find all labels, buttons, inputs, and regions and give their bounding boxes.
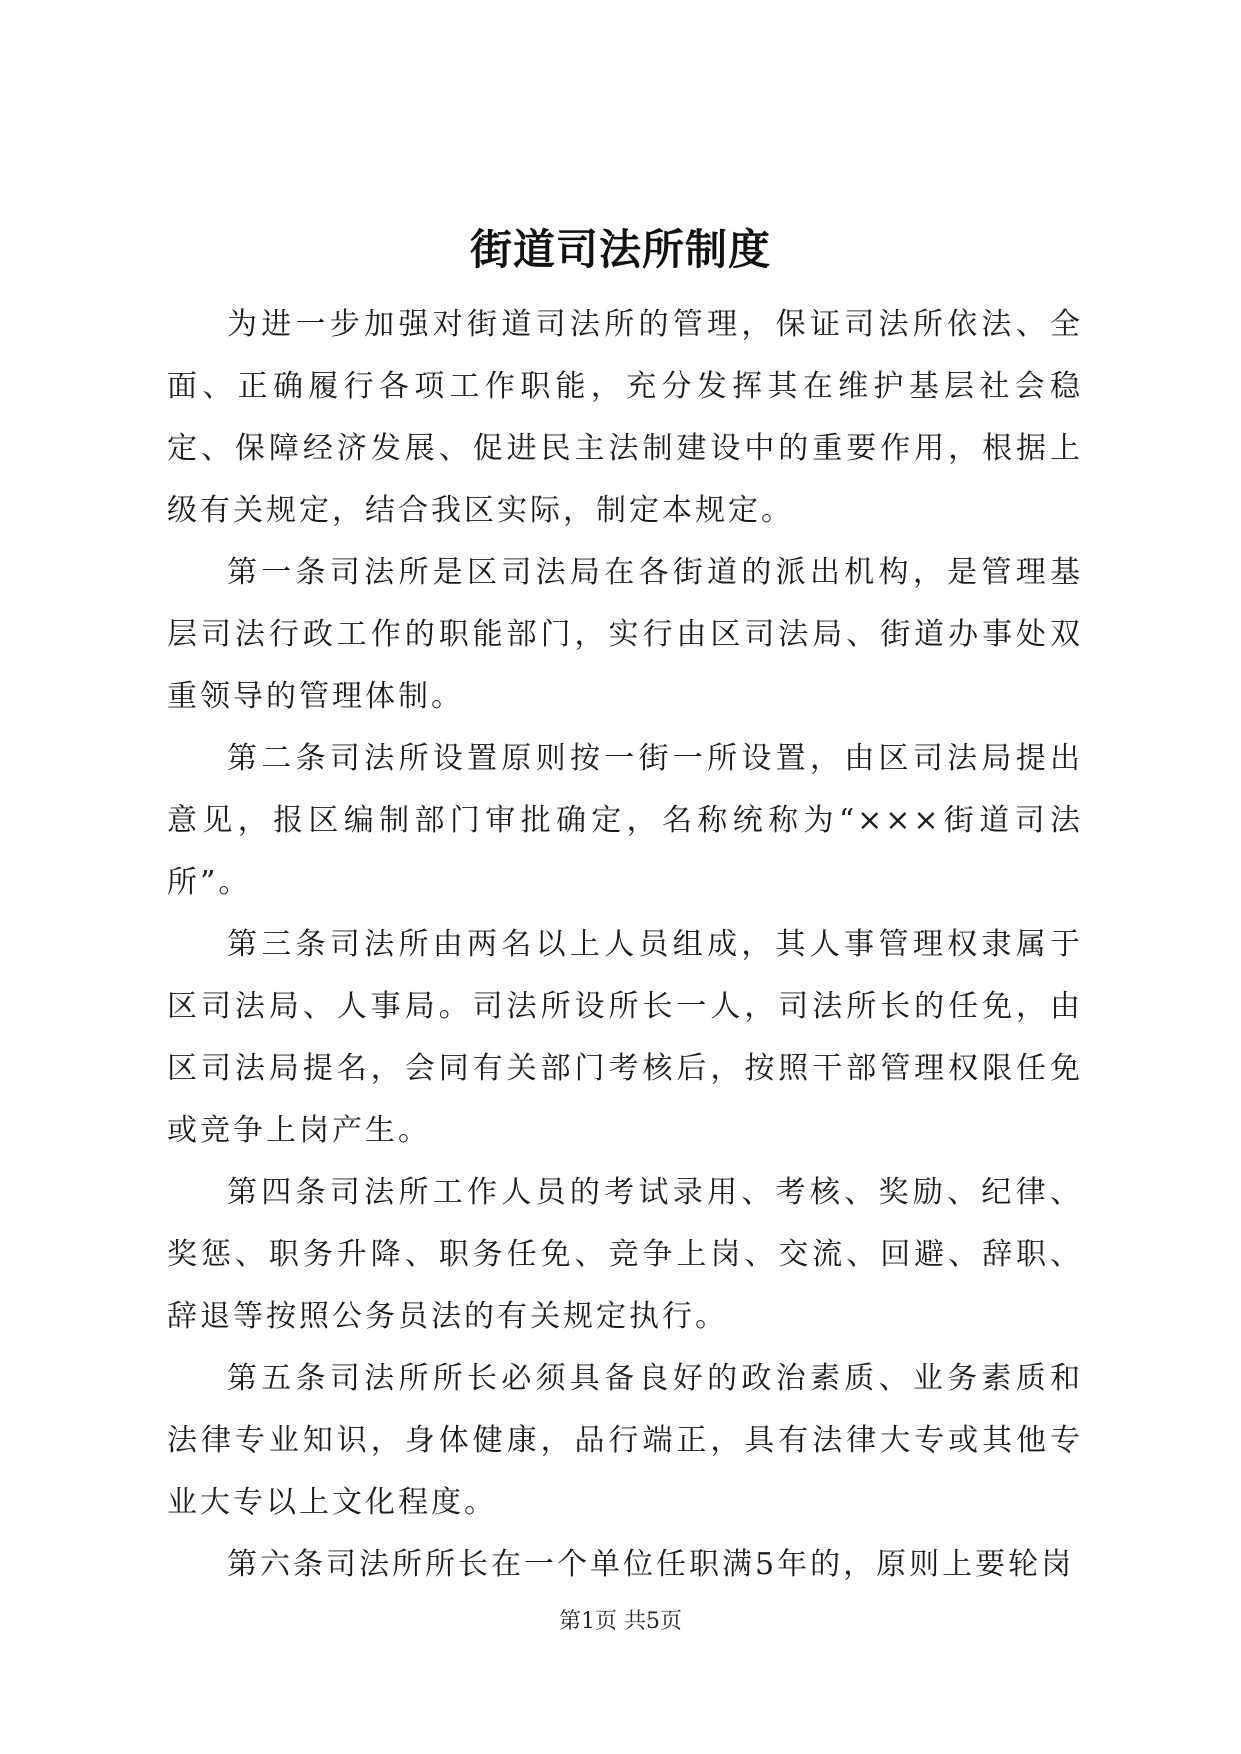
paragraph-article-2: 第二条司法所设置原则按一街一所设置，由区司法局提出意见，报区编制部门审批确定，名称统称为“×××街道司法所”。 [167,741,1083,900]
paragraph-article-3: 第三条司法所由两名以上人员组成，其人事管理权隶属于区司法局、人事局。司法所设所长一人，司法所长的任免，由区司法局提名，会同有关部门考核后，按照干部管理权限任免或竞争上岗产生。 [167,927,1083,1148]
page-number-footer: 第1页 共5页 [559,1609,682,1634]
paragraph-article-6: 第六条司法所所长在一个单位任职满5年的，原则上要轮岗 [227,1547,1075,1582]
paragraph-article-1: 第一条司法所是区司法局在各街道的派出机构，是管理基层司法行政工作的职能部门，实行由区司法局、街道办事处双重领导的管理体制。 [167,555,1083,714]
paragraph-article-5: 第五条司法所所长必须具备良好的政治素质、业务素质和法律专业知识，身体健康，品行端正，具有法律大专或其他专业大专以上文化程度。 [167,1361,1083,1520]
document-body [167,294,1083,1596]
paragraph-preamble: 为进一步加强对街道司法所的管理，保证司法所依法、全面、正确履行各项工作职能，充分发挥其在维护基层社会稳定、保障经济发展、促进民主法制建设中的重要作用，根据上级有关规定，结合我区实际，制定本规定。 [167,307,1083,528]
document-title: 街道司法所制度 [469,225,771,274]
paragraph-article-4: 第四条司法所工作人员的考试录用、考核、奖励、纪律、奖惩、职务升降、职务任免、竞争上岗、交流、回避、辞职、辞退等按照公务员法的有关规定执行。 [167,1175,1083,1334]
